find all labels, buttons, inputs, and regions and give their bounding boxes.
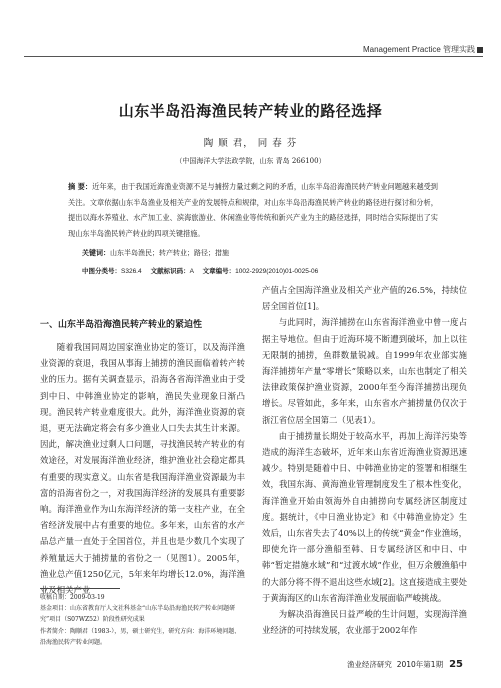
paragraph: 为解决沿海渔民日益严峻的生计问题，实现海洋渔业经济的可持续发展，农业部于2002年作 bbox=[262, 609, 467, 636]
footnote-rule bbox=[40, 588, 120, 589]
footnote-fund: 基金项目：山东省教育厅人文社科基金“山东半岛沿海渔民转产转业问题研究”项目（S07WZ52）阶段性研究成果 bbox=[40, 605, 236, 624]
journal-name: 渔业经济研究 bbox=[346, 660, 392, 669]
authors: 陶 顺 君， 同 春 芬 bbox=[203, 138, 298, 149]
paragraph: 产值占全国海洋渔业及相关产业产值的26.5%，持续位居全国首位[1]。 bbox=[262, 285, 467, 312]
keywords-label: 关键词： bbox=[82, 248, 110, 257]
paragraph: 随着我国同周边国家渔业协定的签订，以及海洋渔业资源的衰退，我国从事海上捕捞的渔民面临着转产转业的压力。据有关调查显示，沿海各省海洋渔业由于受到中日、中韩渔业协定的影响，渔民失业现象日渐凸现。渔民转产转业难度很大。此外，海洋渔业资源的衰退，更无法确定将会有多少渔业人口失去其生计来源。因此，解决渔业过剩人口问题，寻找渔民转产转业的有效途径，对发展海洋渔业经济，维护渔业社会稳定都具有重要的现实意义。山东省是我国海洋渔业资源最为丰富的沿海省份之一，对我国海洋经济的发展具有重要影响。海洋渔业作为山东海洋经济的第一支柱产业，在全省经济发展中占有重要的地位。多年来，山东省的水产品总产量一直处于全国首位，并且也是少数几个实现了养殖量远大于捕捞量的省份之一（见图1）。2005年，渔业总产值1250亿元，5年来年均增长12.0%，海洋渔业及相关产业 bbox=[40, 342, 245, 596]
abstract-label: 摘 要： bbox=[68, 182, 93, 191]
paragraph: 与此同时，海洋捕捞在山东省海洋渔业中曾一度占据主导地位。但由于近海环境不断遭到破坏，加上以往无限制的捕捞，鱼群数量锐减。自1999年农业部实施海洋捕捞年产量“零增长”策略以来，山东也制定了相关法律政策保护渔业资源，2000年至今海洋捕捞出现负增长。尽管如此，多年来，山东省水产捕捞量仍仅次于浙江省位居全国第二（见表1）。 bbox=[262, 317, 467, 425]
right-column bbox=[262, 282, 467, 638]
footnote-received: 收稿日期：2009-03-19 bbox=[40, 594, 105, 601]
keywords-text: 山东半岛渔民；转产转业；路径；措施 bbox=[110, 249, 229, 257]
affiliation: （中国海洋大学法政学院，山东 青岛 266100） bbox=[175, 157, 326, 165]
issue: 2010年第1期 bbox=[396, 660, 444, 669]
journal-column-tag: Management Practice 管理实践 bbox=[363, 44, 483, 55]
page-footer bbox=[347, 659, 463, 670]
abstract-text: 近年来，由于我国近海渔业资源不足与捕捞力量过剩之间的矛盾，山东半岛沿海渔民转产转业问题越来越受到关注。文章依据山东半岛渔业及相关产业的发展特点和规律，对山东半岛沿海渔民转产转业的路径进行探讨和分析，提出以海水养殖业、水产加工业、滨海旅游业、休闲渔业等传统和新兴产业为主的路径选择，同时结合实际提出了实现山东半岛渔民转产转业的四项关键措施。 bbox=[68, 182, 438, 238]
page-number: 25 bbox=[449, 659, 463, 670]
paragraph: 由于捕捞量长期处于较高水平，再加上海洋污染等造成的海洋生态破坏，近年来山东省近海渔业资源迅速减少。特别是随着中日、中韩渔业协定的签署和相继生效，我国东海、黄海渔业管理制度发生了根本性变化，海洋渔业开始由领海外自由捕捞向专属经济区制度过度。据统计，《中日渔业协定》和《中韩渔业协定》生效后，山东省失去了40%以上的传统“黄金”作业渔场，即使允许一部分渔船至韩、日专属经济区和中日、中韩“暂定措施水域”和“过渡水域”作业，但万余艘渔船中的大部分将不得不退出这些水域[2]。这直接造成主要处于黄海海区的山东省海洋渔业发展面临严峻挑战。 bbox=[262, 430, 467, 603]
abstract bbox=[68, 179, 438, 241]
keywords bbox=[82, 248, 229, 258]
square-icon bbox=[477, 47, 483, 53]
article-title: 山东半岛沿海渔民转产转业的路径选择 bbox=[118, 102, 383, 120]
section-heading: 一、山东半岛沿海渔民转产转业的紧迫性 bbox=[40, 320, 203, 330]
classification-line: 中图分类号：S326.4 文献标识码：A 文章编号：1002-2929(2010)01-0025-06 bbox=[82, 268, 319, 275]
header-rule bbox=[24, 56, 483, 57]
footnote-author: 作者简介：陶顺君（1983-），男，硕士研究生，研究方向：海洋环境问题、沿海渔民转产转业问题。 bbox=[40, 627, 241, 646]
footnote bbox=[40, 592, 245, 648]
left-column bbox=[40, 318, 245, 598]
